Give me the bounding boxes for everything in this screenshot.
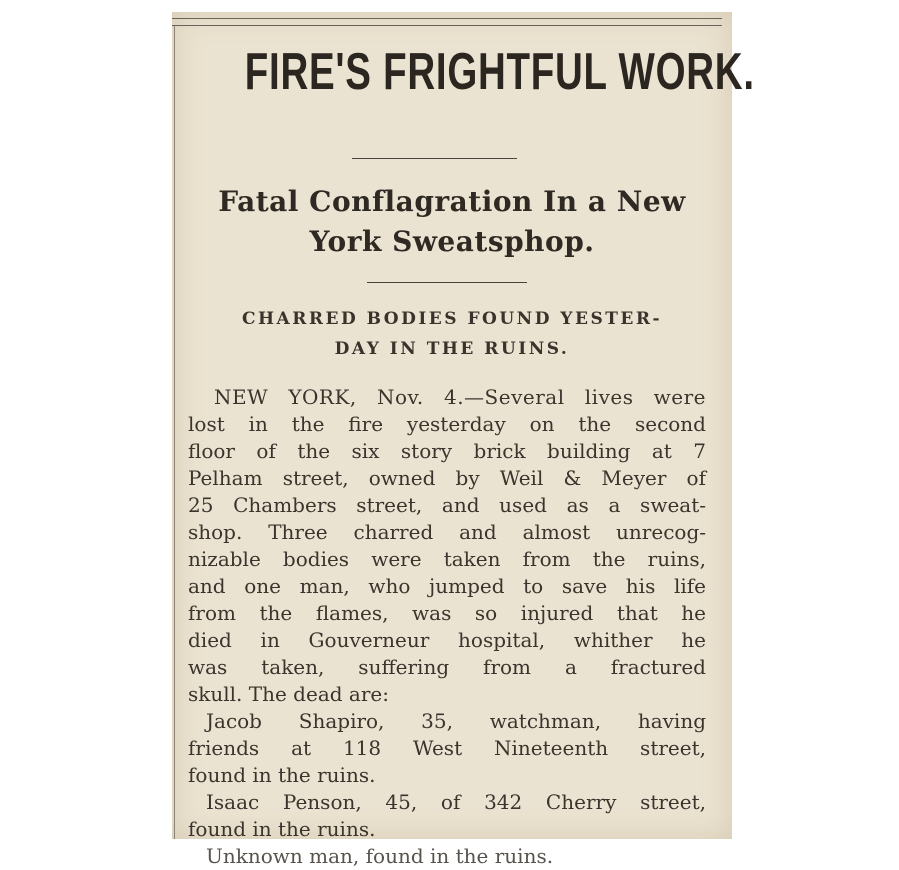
- body-line: nizable bodies were taken from the ruins,: [188, 547, 706, 571]
- body-line: 25 Chambers street, and used as a sweat-: [188, 493, 706, 517]
- body-line: found in the ruins.: [188, 763, 376, 787]
- body-line: Isaac Penson, 45, of 342 Cherry street,: [206, 790, 706, 814]
- body-line: found in the ruins.: [188, 817, 376, 841]
- body-line: died in Gouverneur hospital, whither he: [188, 628, 706, 652]
- body-line: lost in the fire yesterday on the second: [188, 412, 706, 436]
- article-body: [188, 384, 706, 870]
- deck-line-2: DAY IN THE RUINS.: [334, 339, 570, 359]
- subheadline-divider: [367, 282, 527, 283]
- column-rule: [174, 26, 175, 839]
- deck-line-1: CHARRED BODIES FOUND YESTER-: [241, 309, 663, 329]
- body-line: NEW YORK, Nov. 4.—Several lives were: [214, 385, 706, 409]
- body-line: friends at 118 West Nineteenth street,: [188, 736, 706, 760]
- body-line: was taken, suffering from a fractured: [188, 655, 706, 679]
- subheadline-line-2: York Sweatsphop.: [309, 225, 595, 258]
- body-line: skull. The dead are:: [188, 682, 389, 706]
- headline: FIRE'S FRIGHTFUL WORK.: [244, 43, 755, 101]
- body-line: Pelham street, owned by Weil & Meyer of: [188, 466, 706, 490]
- body-line: Unknown man, found in the ruins.: [206, 844, 554, 868]
- body-line: from the flames, was so injured that he: [188, 601, 706, 625]
- newspaper-clipping: [172, 12, 755, 868]
- body-line: floor of the six story brick building at 7: [188, 439, 706, 463]
- deck: [172, 304, 732, 364]
- headline-divider: [352, 158, 517, 159]
- top-double-rule: [172, 18, 722, 26]
- subheadline: [172, 182, 732, 262]
- subheadline-line-1: Fatal Conflagration In a New: [218, 185, 686, 218]
- body-line: and one man, who jumped to save his life: [188, 574, 706, 598]
- body-line: Jacob Shapiro, 35, watchman, having: [206, 709, 706, 733]
- body-line: shop. Three charred and almost unrecog-: [188, 520, 706, 544]
